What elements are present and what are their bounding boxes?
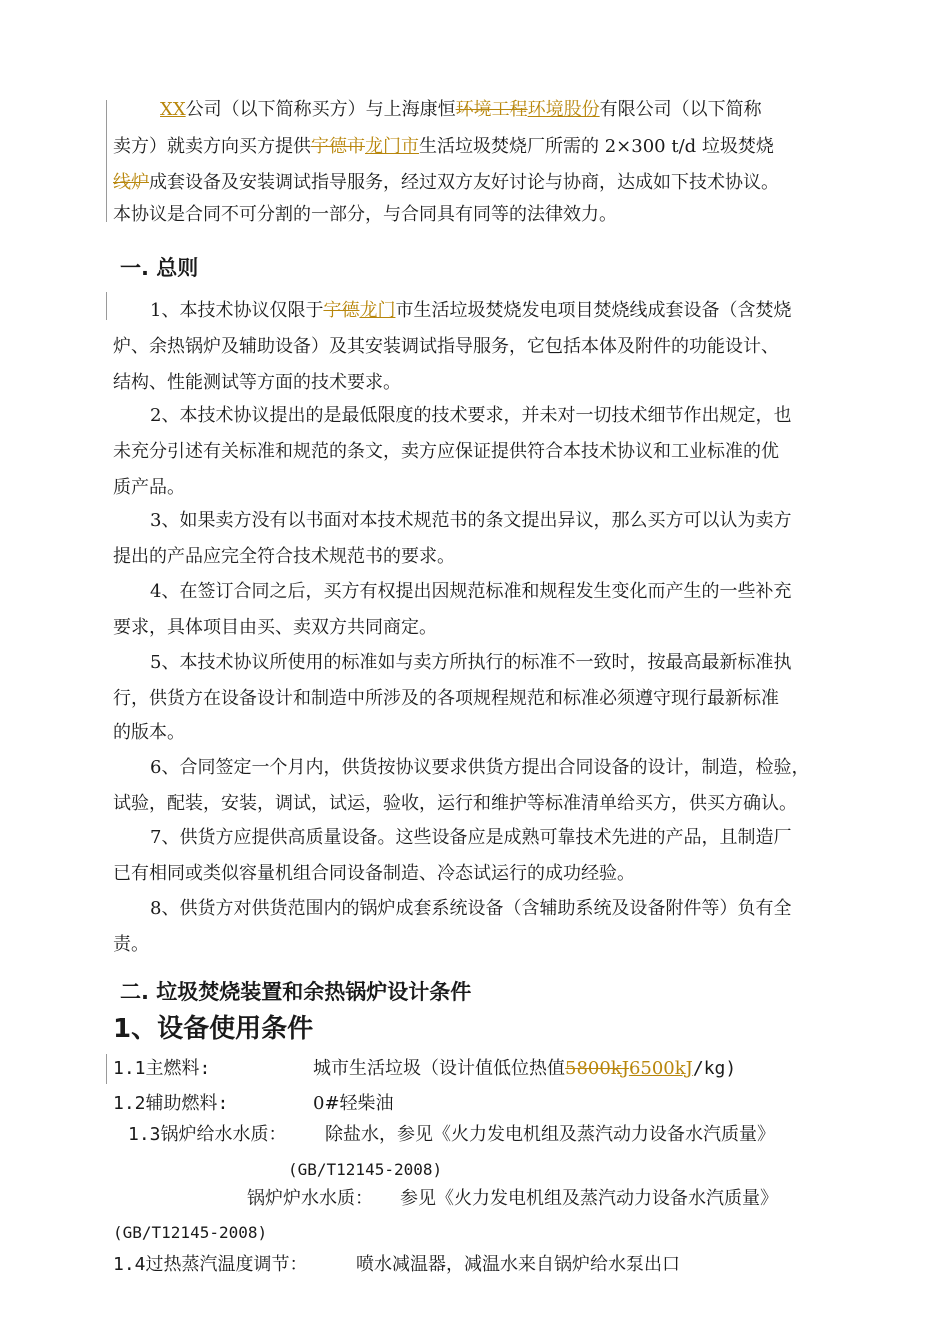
paragraph-line: 5、本技术协议所使用的标准如与卖方所执行的标准不一致时，按最高最新标准执 (150, 652, 792, 673)
paragraph-line: 要求，具体项目由买、卖双方共同商定。 (113, 617, 437, 638)
insertion: 6500kJ (628, 1058, 693, 1079)
paragraph-line: 试验，配装，安装，调试，试运，验收，运行和维护等标准清单给买方，供买方确认。 (113, 793, 797, 814)
paragraph-line: 责。 (113, 934, 149, 955)
insertion: 龙门市 (365, 136, 419, 157)
subsection-heading: 1、设备使用条件 (113, 1014, 314, 1044)
paragraph-line: 的版本。 (113, 722, 185, 743)
standard-ref: (GB/T12145-2008) (288, 1160, 443, 1179)
condition-item: 1.2辅助燃料: 0#轻柴油 (113, 1093, 394, 1114)
deletion: 宇德市 (311, 136, 365, 157)
paragraph-line: 1、本技术协议仅限于宇德龙门市生活垃圾焚烧发电项目焚烧线成套设备（含焚烧 (150, 300, 792, 321)
paragraph-line: 已有相同或类似容量机组合同设备制造、冷态试运行的成功经验。 (113, 863, 635, 884)
insertion: 环境股份 (527, 99, 600, 120)
deletion: 宇德 (323, 300, 360, 321)
deletion: 线炉 (113, 172, 149, 193)
paragraph-line: 2、本技术协议提出的是最低限度的技术要求，并未对一切技术细节作出规定，也 (150, 405, 792, 426)
deletion: 5800kJ (565, 1058, 629, 1079)
section-heading: 一. 总则 (120, 256, 199, 280)
intro-line-4: 本协议是合同不可分割的一部分，与合同具有同等的法律效力。 (113, 204, 617, 225)
condition-item: 1.3锅炉给水水质： 除盐水，参见《火力发电机组及蒸汽动力设备水汽质量》 (128, 1124, 775, 1145)
revision-mark (106, 100, 107, 222)
revision-mark (106, 1054, 107, 1084)
insertion: 龙门 (359, 300, 396, 321)
intro-line-1: XX公司（以下简称买方）与上海康恒环境工程环境股份有限公司（以下简称 (160, 99, 762, 120)
paragraph-line: 行，供货方在设备设计和制造中所涉及的各项规程规范和标准必须遵守现行最新标准 (113, 688, 779, 709)
paragraph-line: 未充分引述有关标准和规范的条文，卖方应保证提供符合本技术协议和工业标准的优 (113, 441, 779, 462)
deletion: 环境工程 (455, 99, 528, 120)
paragraph-line: 4、在签订合同之后，买方有权提出因规范标准和规程发生变化而产生的一些补充 (150, 581, 792, 602)
condition-item: 1.4过热蒸汽温度调节： 喷水减温器，减温水来自锅炉给水泵出口 (113, 1254, 680, 1275)
paragraph-line: 炉、余热锅炉及辅助设备）及其安装调试指导服务，它包括本体及附件的功能设计、 (113, 336, 779, 357)
paragraph-line: 7、供货方应提供高质量设备。这些设备应是成熟可靠技术先进的产品，且制造厂 (150, 827, 792, 848)
insertion: XX (160, 99, 186, 120)
condition-item: 1.1主燃料: 城市生活垃圾（设计值低位热值5800kJ6500kJ/kg) (113, 1058, 737, 1079)
paragraph-line: 提出的产品应完全符合技术规范书的要求。 (113, 546, 455, 567)
condition-item: 锅炉炉水水质： 参见《火力发电机组及蒸汽动力设备水汽质量》 (247, 1188, 778, 1209)
paragraph-line: 质产品。 (113, 477, 185, 498)
intro-line-2: 卖方）就卖方向买方提供宇德市龙门市生活垃圾焚烧厂所需的 2×300 t/d 垃圾焚烧 (113, 136, 774, 157)
standard-ref: (GB/T12145-2008) (113, 1223, 268, 1242)
paragraph-line: 6、合同签定一个月内，供货按协议要求供货方提出合同设备的设计，制造，检验， (150, 757, 810, 778)
paragraph-line: 8、供货方对供货范围内的锅炉成套系统设备（含辅助系统及设备附件等）负有全 (150, 898, 792, 919)
intro-line-3: 线炉成套设备及安装调试指导服务，经过双方友好讨论与协商，达成如下技术协议。 (113, 172, 779, 193)
revision-mark (106, 292, 107, 320)
paragraph-line: 结构、性能测试等方面的技术要求。 (113, 372, 401, 393)
paragraph-line: 3、如果卖方没有以书面对本技术规范书的条文提出异议，那么买方可以认为卖方 (150, 510, 792, 531)
section-heading: 二. 垃圾焚烧装置和余热锅炉设计条件 (120, 980, 472, 1004)
